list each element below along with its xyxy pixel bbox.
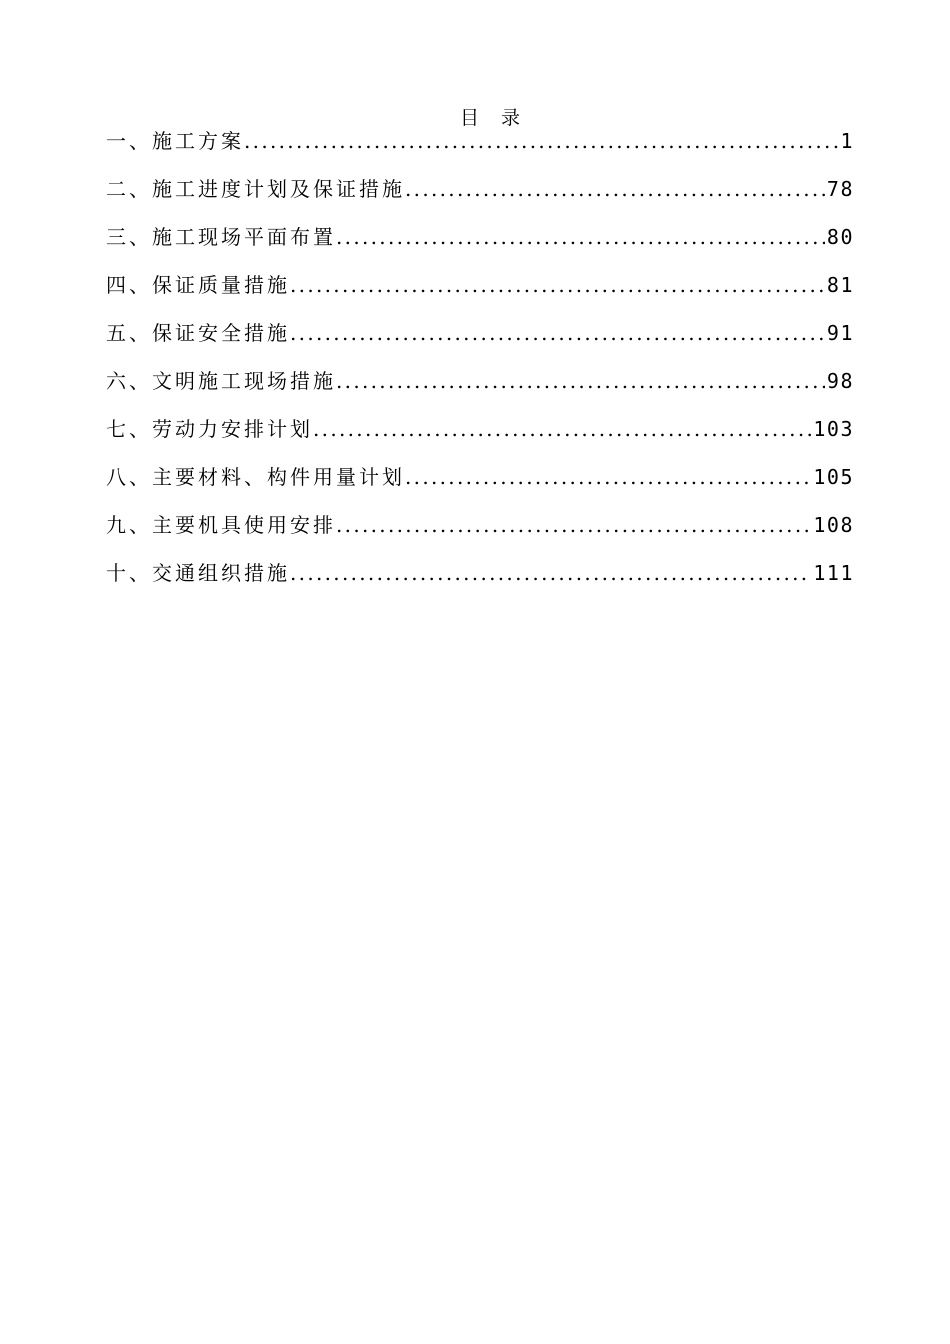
- toc-title-char-2: 录: [501, 107, 521, 129]
- toc-entry-page: 105: [813, 465, 854, 489]
- toc-entry-page: 111: [813, 561, 854, 585]
- toc-entry-number: 六、: [106, 369, 152, 393]
- toc-dot-leader: [290, 318, 825, 348]
- toc-entry-number: 九、: [106, 513, 152, 537]
- toc-entry-5[interactable]: [106, 318, 854, 366]
- toc-entry-9[interactable]: [106, 510, 854, 558]
- toc-dot-leader: [244, 126, 838, 156]
- toc-dot-leader: [336, 222, 825, 252]
- toc-entry-number: 五、: [106, 321, 152, 345]
- toc-entry-number: 十、: [106, 561, 152, 585]
- toc-dot-leader: [336, 510, 811, 540]
- toc-entry-label: 劳动力安排计划: [152, 417, 313, 441]
- toc-entry-8[interactable]: [106, 462, 854, 510]
- toc-entry-page: 98: [826, 369, 854, 393]
- table-of-contents: [106, 126, 854, 606]
- toc-dot-leader: [405, 462, 811, 492]
- toc-entry-number: 三、: [106, 225, 152, 249]
- toc-dot-leader: [313, 414, 811, 444]
- toc-entry-page: 78: [826, 177, 854, 201]
- toc-entry-label: 施工现场平面布置: [152, 225, 336, 249]
- toc-entry-page: 108: [813, 513, 854, 537]
- toc-entry-2[interactable]: [106, 174, 854, 222]
- toc-entry-label: 施工进度计划及保证措施: [152, 177, 405, 201]
- toc-entry-number: 一、: [106, 129, 152, 153]
- toc-entry-page: 91: [826, 321, 854, 345]
- toc-entry-label: 交通组织措施: [152, 561, 290, 585]
- toc-dot-leader: [290, 270, 825, 300]
- toc-dot-leader: [405, 174, 825, 204]
- toc-title-char-1: 目: [459, 107, 479, 129]
- toc-entry-label: 主要机具使用安排: [152, 513, 336, 537]
- toc-entry-number: 二、: [106, 177, 152, 201]
- toc-entry-label: 主要材料、构件用量计划: [152, 465, 405, 489]
- toc-entry-page: 81: [826, 273, 854, 297]
- toc-entry-6[interactable]: [106, 366, 854, 414]
- toc-entry-page: 1: [840, 129, 854, 153]
- toc-entry-page: 103: [813, 417, 854, 441]
- toc-entry-10[interactable]: [106, 558, 854, 606]
- toc-entry-label: 保证安全措施: [152, 321, 290, 345]
- toc-dot-leader: [336, 366, 825, 396]
- toc-entry-4[interactable]: [106, 270, 854, 318]
- toc-entry-label: 施工方案: [152, 129, 244, 153]
- toc-dot-leader: [290, 558, 811, 588]
- toc-entry-label: 保证质量措施: [152, 273, 290, 297]
- toc-entry-number: 四、: [106, 273, 152, 297]
- toc-entry-number: 八、: [106, 465, 152, 489]
- toc-entry-label: 文明施工现场措施: [152, 369, 336, 393]
- toc-entry-page: 80: [826, 225, 854, 249]
- toc-entry-1[interactable]: [106, 126, 854, 174]
- toc-entry-7[interactable]: [106, 414, 854, 462]
- toc-entry-3[interactable]: [106, 222, 854, 270]
- toc-entry-number: 七、: [106, 417, 152, 441]
